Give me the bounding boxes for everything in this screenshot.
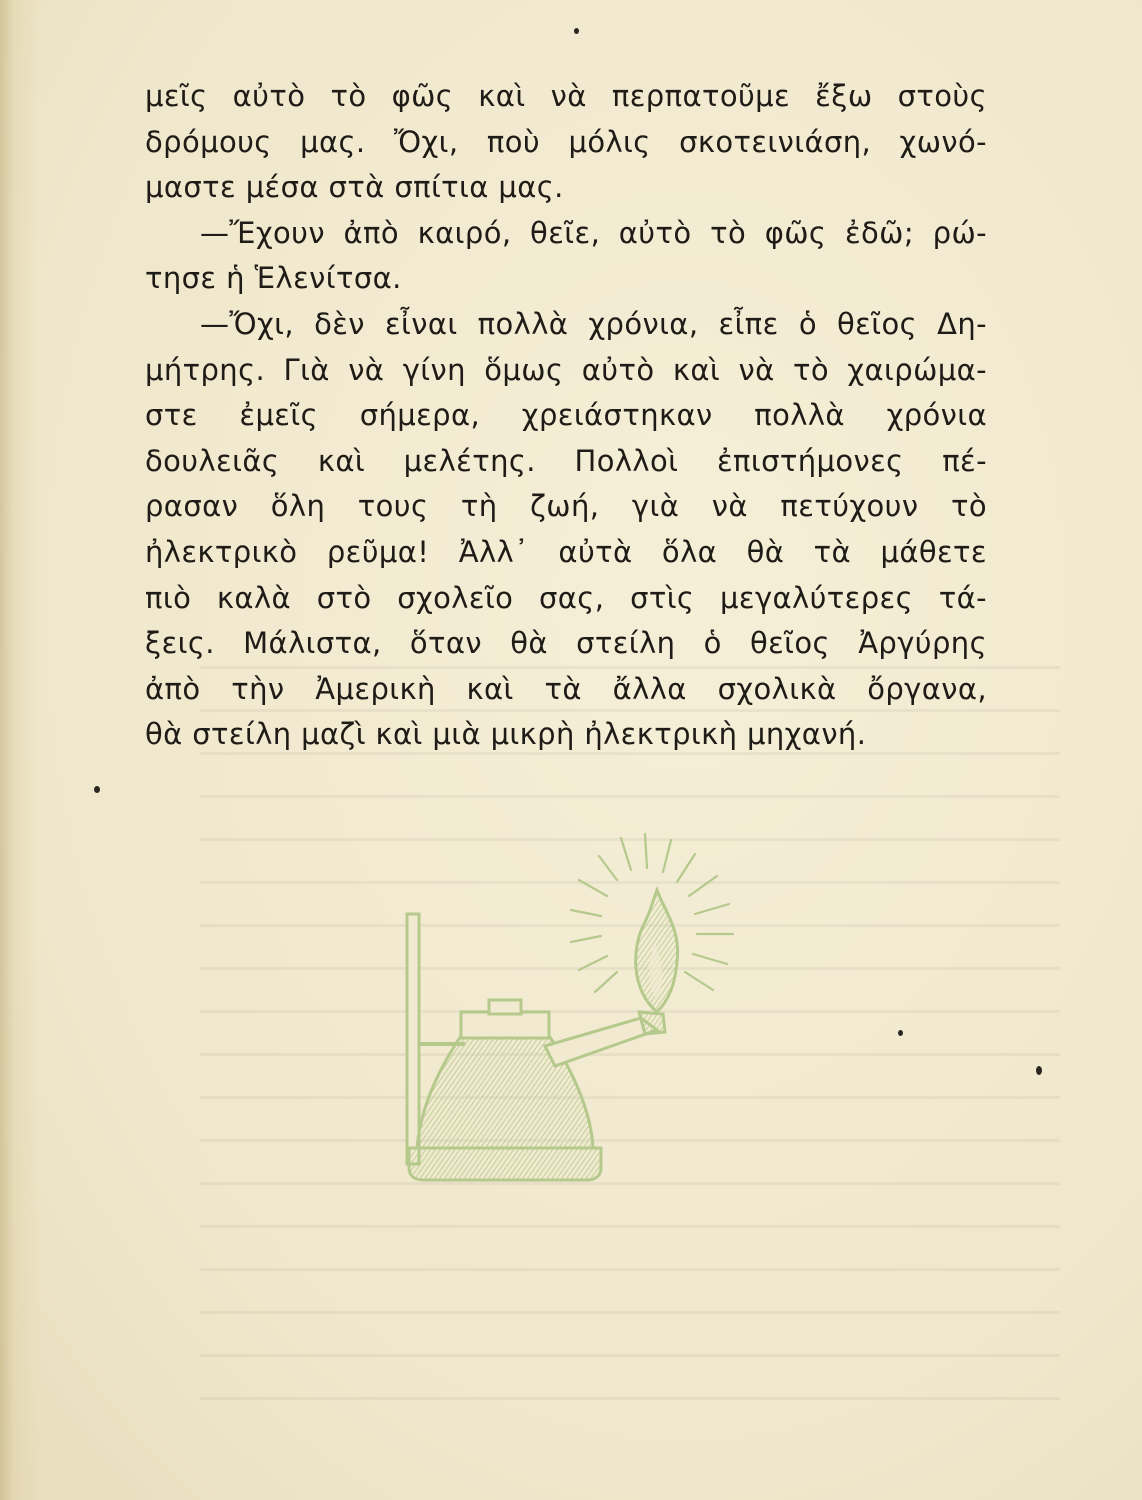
text-line: —Ἔχουν ἀπὸ καιρό, θεῖε, αὐτὸ τὸ φῶς ἐδῶ; ρώ-: [200, 215, 987, 250]
text-line: στε ἐμεῖς σήμερα, χρειάστηκαν πολλὰ χρόνια: [145, 398, 987, 433]
oil-lamp-icon: [395, 830, 765, 1200]
text-line: ἀπὸ τὴν Ἀμερικὴ καὶ τὰ ἄλλα σχολικὰ ὄργανα,: [145, 671, 987, 706]
text-line: ρασαν ὅλη τους τὴ ζωή, γιὰ νὰ πετύχουν τὸ: [145, 489, 987, 524]
ink-speck: [898, 1030, 903, 1036]
text-line: δρόμους μας. Ὄχι, ποὺ μόλις σκοτεινιάση, χωνό-: [145, 124, 987, 159]
text-line: —Ὄχι, δὲν εἶναι πολλὰ χρόνια, εἶπε ὁ θεῖος Δη-: [200, 306, 987, 341]
text-line: θὰ στείλη μαζὶ καὶ μιὰ μικρὴ ἠλεκτρικὴ μηχανή.: [145, 717, 867, 752]
ink-speck: [94, 786, 100, 793]
text-line: ξεις. Μάλιστα, ὅταν θὰ στείλη ὁ θεῖος Ἀργύρης: [145, 626, 987, 661]
text-line: μεῖς αὐτὸ τὸ φῶς καὶ νὰ περπατοῦμε ἔξω στοὺς: [145, 79, 987, 113]
text-line: μήτρης. Γιὰ νὰ γίνη ὅμως αὐτὸ καὶ νὰ τὸ χαιρώμα-: [145, 352, 987, 387]
ink-speck: [1036, 1066, 1042, 1075]
text-line: μαστε μέσα στὰ σπίτια μας.: [145, 170, 564, 205]
body-text: [145, 74, 987, 758]
text-line: πιὸ καλὰ στὸ σχολεῖο σας, στὶς μεγαλύτερες τά-: [145, 580, 987, 615]
ink-speck: [574, 28, 579, 34]
text-line: τησε ἡ Ἑλενίτσα.: [145, 261, 402, 296]
text-line: ἠλεκτρικὸ ρεῦμα! Ἀλλ᾿ αὐτὰ ὅλα θὰ τὰ μάθετε: [145, 534, 987, 569]
text-line: δουλειᾶς καὶ μελέτης. Πολλοὶ ἐπιστήμονες πέ-: [145, 443, 987, 478]
